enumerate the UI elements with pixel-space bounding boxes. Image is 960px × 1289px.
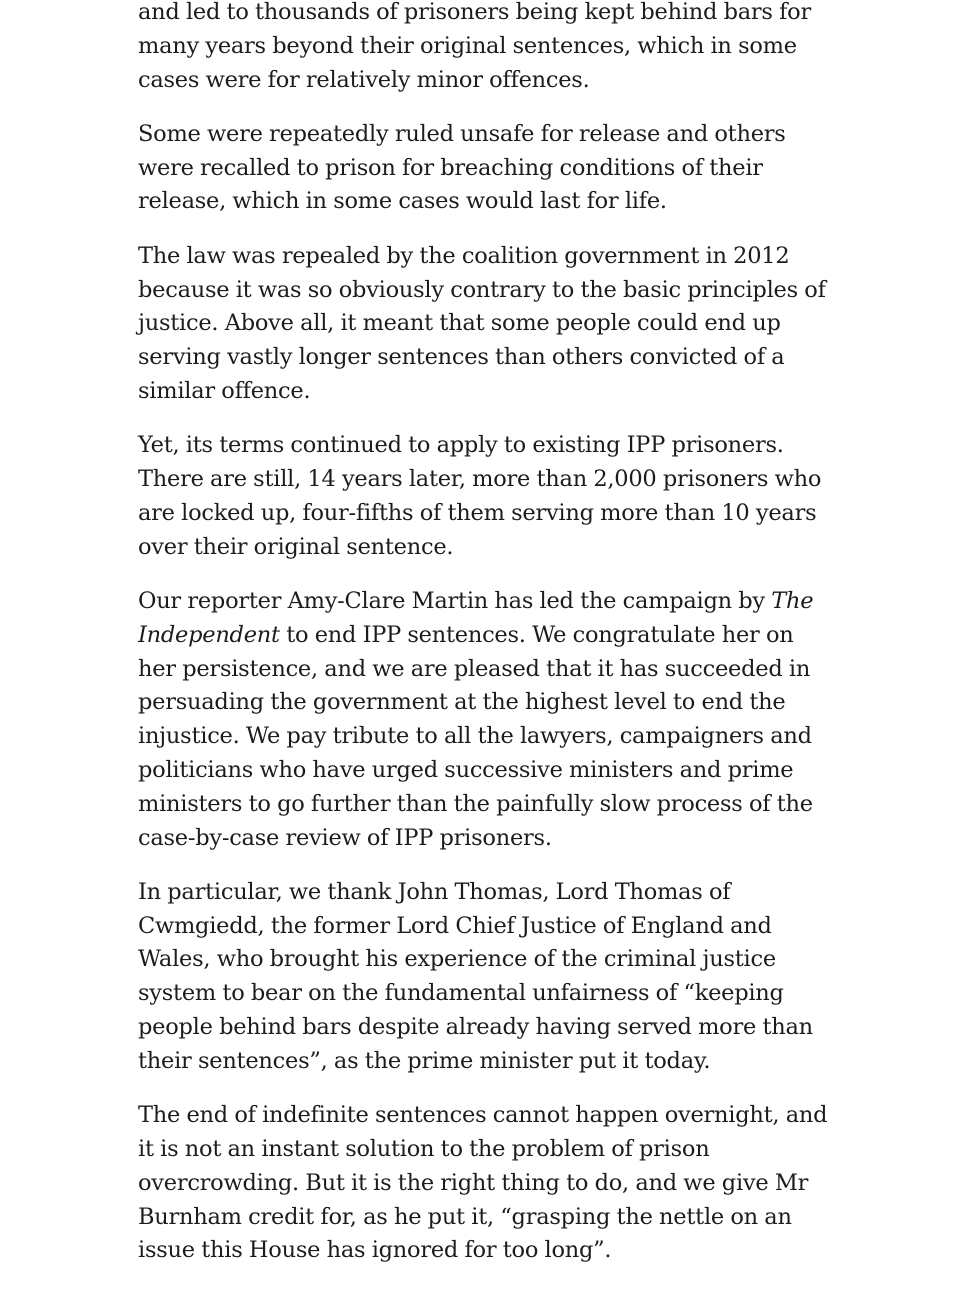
article-paragraph xyxy=(138,585,828,855)
article-paragraph: Yet, its terms continued to apply to existing IPP prisoners. There are still, 14 years later, more than 2,000 prisoners who are locked up, four-fifths of them serving more than 10 years over their original sentence. xyxy=(138,432,822,560)
article-paragraph: Some were repeatedly ruled unsafe for release and others were recalled to prison for breaching conditions of their release, which in some cases would last for life. xyxy=(138,120,786,215)
publication-name: The Independent xyxy=(138,587,814,648)
article-paragraph: The end of indefinite sentences cannot happen overnight, and it is not an instant solution to the problem of prison overcrowding. But it is the right thing to do, and we give Mr Burnham credit for, as he put it, “grasping the nettle on an issue this House has ignored for too long”. xyxy=(138,1102,828,1264)
article-paragraph: In particular, we thank John Thomas, Lord Thomas of Cwmgiedd, the former Lord Chief Justice of England and Wales, who brought his experience of the criminal justice system to bear on the fundamental unfairness of “keeping people behind bars despite already having served more than their sentences”, as the prime minister put it today. xyxy=(138,878,813,1074)
paragraph-text-after: to end IPP sentences. We congratulate her on her persistence, and we are pleased that it has succeeded in persuading the government at the highest level to end the injustice. We pay tribute to all the lawyers, campaigners and politicians who have urged successive ministers and prime ministers to go further than the painfully slow process of the case-by-case review of IPP prisoners. xyxy=(138,621,813,851)
paragraph-text-before: Our reporter Amy-Clare Martin has led the campaign by xyxy=(138,587,772,614)
article-body xyxy=(138,0,828,1289)
article-paragraph: and led to thousands of prisoners being kept behind bars for many years beyond their original sentences, which in some cases were for relatively minor offences. xyxy=(138,0,811,93)
article-paragraph: The law was repealed by the coalition government in 2012 because it was so obviously contrary to the basic principles of justice. Above all, it meant that some people could end up serving vastly longer sentences than others convicted of a similar offence. xyxy=(138,242,826,404)
